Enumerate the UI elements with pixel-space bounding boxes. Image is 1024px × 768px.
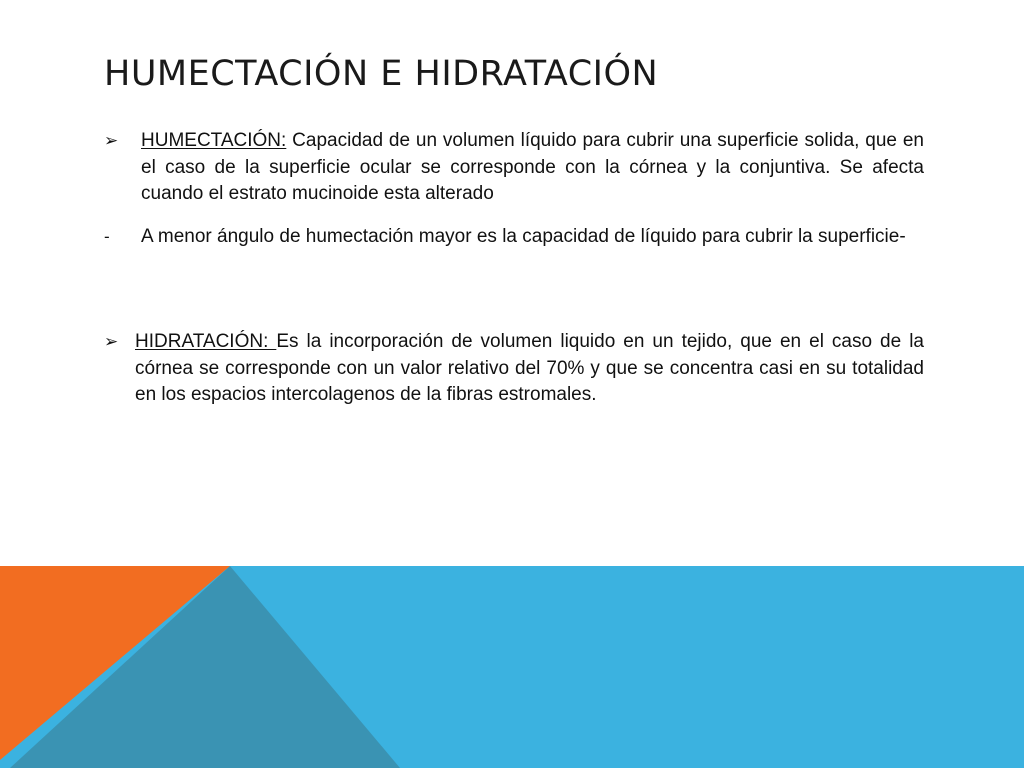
arrow-bullet-icon: ➢ xyxy=(104,332,119,351)
hidratacion-term: HIDRATACIÓN: xyxy=(135,331,277,352)
slide-title: HUMECTACIÓN E HIDRATACIÓN xyxy=(104,54,659,94)
humectacion-term: HUMECTACIÓN: xyxy=(141,130,287,151)
hidratacion-text: Es la incorporación de volumen liquido en un tejido, que en el caso de la córnea se corresponde con un valor relativo del 70% y que se concentra casi en su totalidad en los espacios intercolagenos de la fibras estromales. xyxy=(135,331,924,405)
humectacion-text: Capacidad de un volumen líquido para cubrir una superficie solida, que en el caso de la superficie ocular se corresponde con la córnea y la conjuntiva. Se afecta cuando el estrato mucinoide esta alterado xyxy=(141,130,924,204)
arrow-bullet-icon: ➢ xyxy=(104,131,119,150)
dash-marker: - xyxy=(104,227,110,246)
angle-note-text: A menor ángulo de humectación mayor es la capacidad de líquido para cubrir la superficie- xyxy=(141,226,906,247)
